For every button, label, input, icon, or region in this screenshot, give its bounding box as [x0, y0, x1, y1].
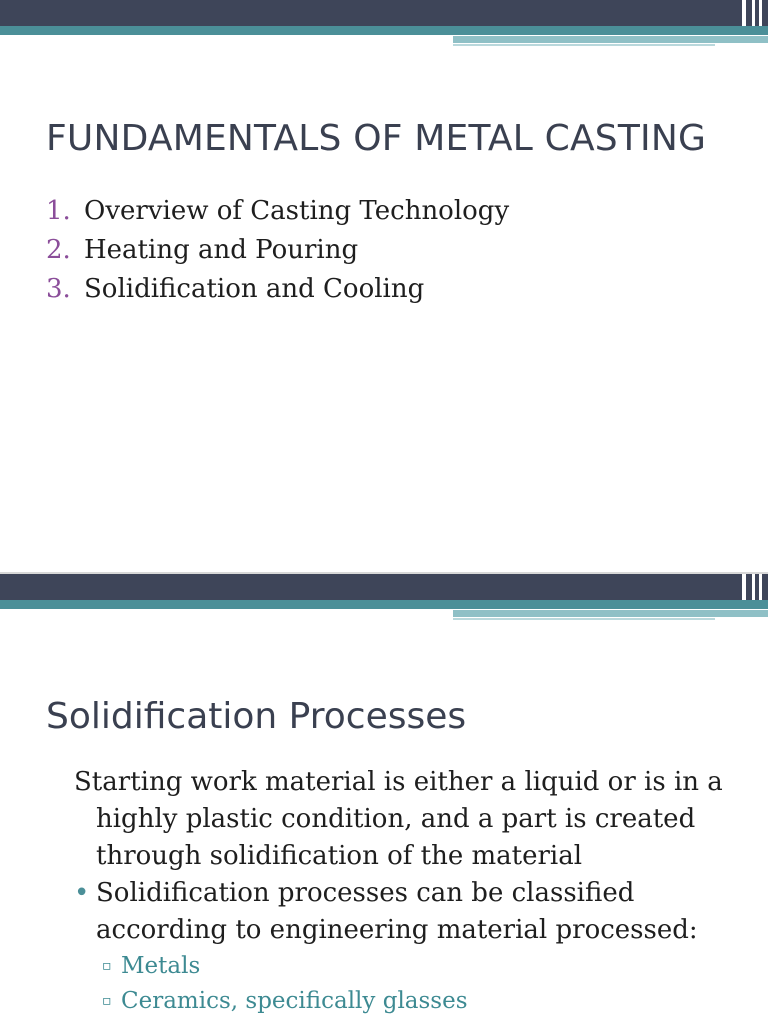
square-bullet-icon: ▫ — [102, 958, 112, 974]
header-band-tick — [762, 574, 768, 600]
square-bullet-icon: ▫ — [102, 993, 112, 1009]
list-item-text: Overview of Casting Technology — [84, 196, 510, 226]
slide-2 — [0, 574, 768, 1024]
header-band-teal — [0, 600, 768, 609]
header-band-tick — [762, 0, 768, 26]
header-band-tick — [755, 0, 759, 26]
header-band-dark — [0, 0, 742, 26]
header-band-dark — [0, 574, 742, 600]
header-band — [0, 574, 768, 620]
list-item-number: 2. — [46, 235, 71, 265]
header-band-teal-light — [453, 36, 768, 43]
bullet-dot-icon: • — [74, 878, 90, 908]
list-item-number: 1. — [46, 196, 71, 226]
list-item — [46, 192, 509, 231]
sub-bullet-text: Metals — [121, 953, 201, 979]
sub-bullet-item — [74, 949, 754, 984]
list-item — [46, 270, 509, 309]
list-item — [46, 231, 509, 270]
header-band-teal-line — [453, 44, 715, 46]
topic-list — [46, 192, 509, 309]
header-band — [0, 0, 768, 46]
header-band-teal-line — [453, 618, 715, 620]
list-item-number: 3. — [46, 274, 71, 304]
list-item-text: Solidification and Cooling — [84, 274, 425, 304]
list-item-text: Heating and Pouring — [84, 235, 359, 265]
slide-body — [74, 764, 754, 1019]
slide-title: Solidification Processes — [46, 696, 467, 737]
slide-title: FUNDAMENTALS OF METAL CASTING — [46, 118, 707, 159]
body-paragraph: Starting work material is either a liquid or is in a highly plastic condition, and a part is created through solidification of the material — [74, 767, 723, 871]
header-band-tick — [746, 574, 752, 600]
bullet-text: Solidification processes can be classified according to engineering material processed: — [96, 878, 698, 945]
bullet-item — [74, 875, 754, 949]
header-band-teal — [0, 26, 768, 35]
sub-bullet-text: Ceramics, specifically glasses — [121, 988, 468, 1014]
header-band-teal-light — [453, 610, 768, 617]
header-band-tick — [746, 0, 752, 26]
header-band-tick — [755, 574, 759, 600]
sub-bullet-item — [74, 984, 754, 1019]
